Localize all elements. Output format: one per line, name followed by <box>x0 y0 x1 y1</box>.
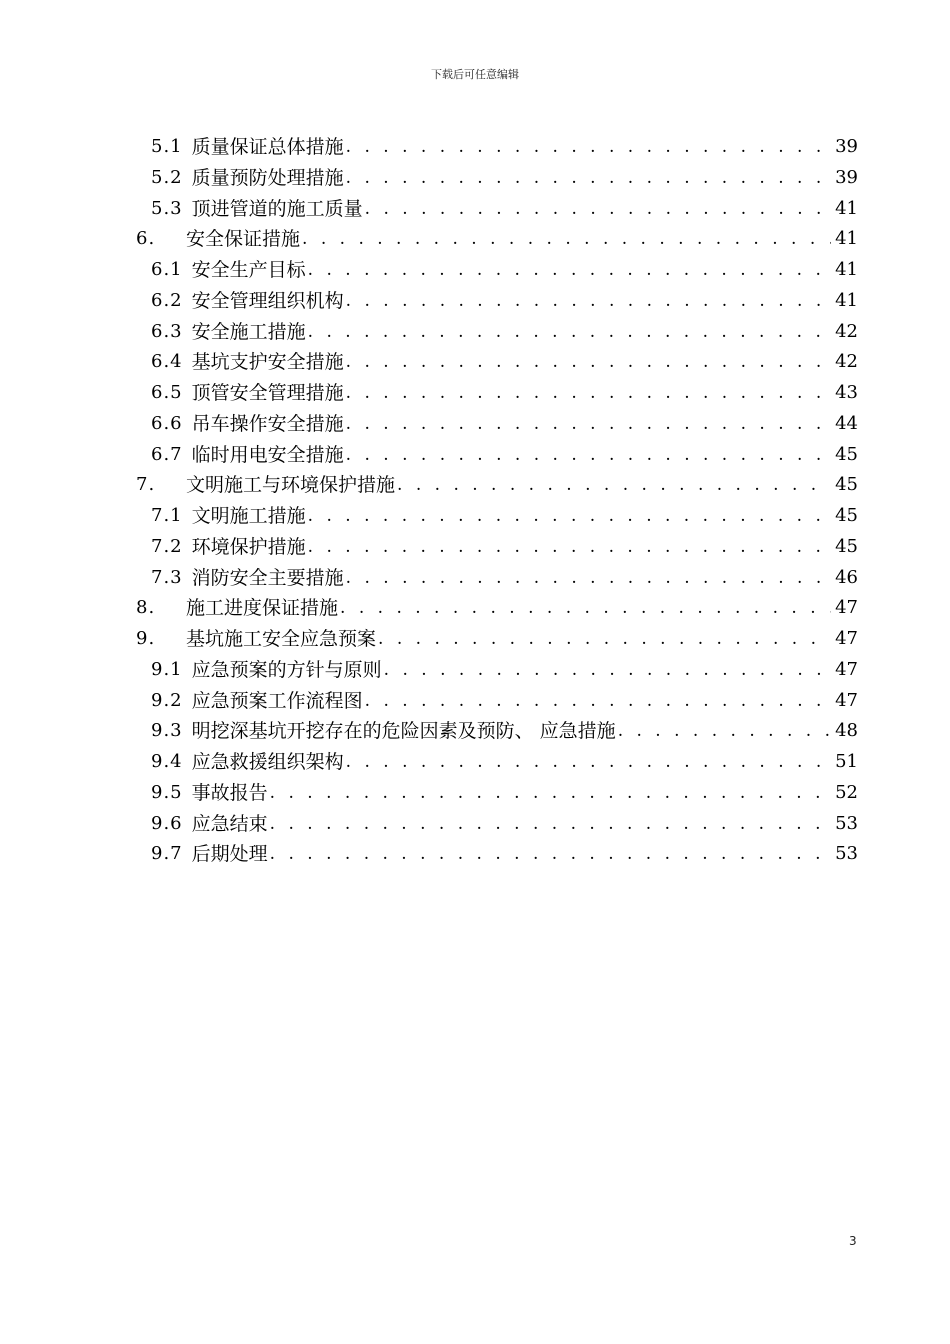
toc-entry-title: 后期处理 <box>191 843 268 866</box>
toc-entry-title: 吊车操作安全措施 <box>191 412 344 435</box>
toc-entry-page: 41 <box>835 197 858 219</box>
toc-entry-title: 应急预案工作流程图 <box>191 689 363 712</box>
toc-entry-page: 46 <box>835 566 858 588</box>
toc-entry-number: 9.7 <box>151 843 183 865</box>
toc-entry-page: 45 <box>835 535 858 557</box>
toc-entry[interactable] <box>151 132 858 162</box>
toc-entry-title: 基坑施工安全应急预案 <box>186 628 377 650</box>
toc-dot-leader <box>306 317 831 347</box>
toc-entry-number: 9.5 <box>151 781 183 803</box>
toc-dot-leader <box>395 470 831 500</box>
toc-entry[interactable] <box>151 194 858 224</box>
toc-dot-leader <box>268 839 831 869</box>
toc-entry-number: 7.2 <box>151 535 183 557</box>
toc-entry-number: 6.6 <box>151 412 183 434</box>
toc-dot-leader <box>382 655 831 685</box>
toc-entry[interactable] <box>151 655 858 685</box>
toc-entry-title: 文明施工措施 <box>191 505 306 527</box>
toc-entry-number: 6.1 <box>151 259 183 280</box>
toc-entry-page: 39 <box>835 166 858 188</box>
toc-entry-number: 5.1 <box>151 136 183 157</box>
toc-entry-page: 52 <box>835 781 858 803</box>
toc-entry-title: 消防安全主要措施 <box>191 566 344 589</box>
toc-entry-number: 7. <box>136 474 156 496</box>
toc-entry-number: 5.2 <box>151 166 183 188</box>
toc-entry-number: 7.1 <box>151 505 183 526</box>
toc-entry-title: 安全保证措施 <box>186 228 301 251</box>
toc-dot-leader <box>268 809 831 839</box>
toc-entry-title: 环境保护措施 <box>191 535 306 558</box>
toc-entry-page: 43 <box>835 382 858 403</box>
toc-entry-title: 基坑支护安全措施 <box>191 351 344 374</box>
toc-entry-number: 6. <box>136 228 156 250</box>
toc-entry-title: 文明施工与环境保护措施 <box>186 474 396 497</box>
toc-entry-title: 应急救援组织架构 <box>191 751 344 773</box>
toc-entry[interactable] <box>151 532 858 562</box>
toc-dot-leader <box>616 716 831 746</box>
toc-entry[interactable] <box>151 809 858 839</box>
toc-dot-leader <box>344 409 831 439</box>
toc-entry-page: 42 <box>835 320 858 342</box>
toc-entry-number: 5.3 <box>151 197 183 219</box>
toc-dot-leader <box>363 194 831 224</box>
toc-entry[interactable] <box>151 378 858 408</box>
toc-entry-number: 6.7 <box>151 443 183 465</box>
toc-entry-page: 48 <box>835 720 858 742</box>
toc-dot-leader <box>306 501 831 531</box>
toc-entry[interactable] <box>151 409 858 439</box>
toc-dot-leader <box>344 747 831 777</box>
toc-entry[interactable] <box>136 224 858 254</box>
toc-entry[interactable] <box>151 255 858 285</box>
toc-dot-leader <box>344 378 831 408</box>
toc-dot-leader <box>300 224 831 254</box>
toc-entry-number: 6.2 <box>151 289 183 311</box>
toc-dot-leader <box>344 563 831 593</box>
toc-entry-page: 44 <box>835 412 858 434</box>
toc-entry[interactable] <box>151 839 858 869</box>
toc-entry-title: 顶进管道的施工质量 <box>191 197 363 220</box>
page-header: 下载后可任意编辑 <box>431 68 519 81</box>
toc-entry[interactable] <box>151 747 858 777</box>
toc-entry[interactable] <box>151 778 858 808</box>
toc-dot-leader <box>344 347 831 377</box>
toc-entry-page: 47 <box>835 597 858 619</box>
toc-dot-leader <box>306 255 831 285</box>
toc-entry-page: 45 <box>835 505 858 526</box>
toc-entry[interactable] <box>151 501 858 531</box>
toc-entry[interactable] <box>151 317 858 347</box>
toc-entry[interactable] <box>136 593 858 623</box>
page-number: 3 <box>849 1234 857 1248</box>
toc-entry-title: 质量预防处理措施 <box>191 166 344 189</box>
toc-dot-leader <box>268 778 831 808</box>
toc-entry-number: 6.3 <box>151 320 183 342</box>
toc-entry-title: 安全生产目标 <box>191 259 306 281</box>
toc-dot-leader <box>344 163 831 193</box>
toc-entry-page: 45 <box>835 474 858 496</box>
toc-entry-page: 41 <box>835 259 858 280</box>
toc-entry[interactable] <box>151 686 858 716</box>
toc-dot-leader <box>344 440 831 470</box>
toc-entry[interactable] <box>151 716 858 746</box>
toc-entry-number: 9.6 <box>151 812 183 834</box>
toc-entry-page: 47 <box>835 628 858 649</box>
toc-dot-leader <box>376 624 831 654</box>
toc-entry-title: 应急结束 <box>191 812 268 835</box>
toc-dot-leader <box>363 686 831 716</box>
toc-entry-number: 8. <box>136 597 156 619</box>
toc-entry-title: 质量保证总体措施 <box>191 136 344 158</box>
toc-entry-number: 9.2 <box>151 689 183 711</box>
toc-entry[interactable] <box>151 286 858 316</box>
toc-entry-page: 53 <box>835 843 858 865</box>
toc-entry[interactable] <box>136 470 858 500</box>
toc-entry-number: 6.5 <box>151 382 183 403</box>
toc-entry-title: 明挖深基坑开挖存在的危险因素及预防、 应急措施 <box>191 720 616 743</box>
toc-entry-title: 安全施工措施 <box>191 320 306 343</box>
toc-entry-page: 45 <box>835 443 858 465</box>
toc-entry-page: 39 <box>835 136 858 157</box>
toc-entry-title: 安全管理组织机构 <box>191 289 344 312</box>
toc-entry-number: 9. <box>136 628 156 649</box>
toc-dot-leader <box>344 132 831 162</box>
toc-entry[interactable] <box>136 624 858 654</box>
toc-entry-page: 47 <box>835 689 858 711</box>
toc-entry-number: 6.4 <box>151 351 183 373</box>
toc-entry-title: 临时用电安全措施 <box>191 443 344 466</box>
toc-entry[interactable] <box>151 563 858 593</box>
toc-entry[interactable] <box>151 163 858 193</box>
toc-entry-number: 9.3 <box>151 720 183 742</box>
toc-dot-leader <box>338 593 831 623</box>
toc-entry-number: 9.4 <box>151 751 183 772</box>
toc-entry[interactable] <box>151 440 858 470</box>
toc-entry-title: 施工进度保证措施 <box>186 597 339 620</box>
toc-entry-page: 53 <box>835 812 858 834</box>
toc-entry-number: 7.3 <box>151 566 183 588</box>
toc-dot-leader <box>344 286 831 316</box>
toc-dot-leader <box>306 532 831 562</box>
toc-entry-title: 顶管安全管理措施 <box>191 382 344 404</box>
toc-entry[interactable] <box>151 347 858 377</box>
toc-entry-page: 41 <box>835 228 858 250</box>
toc-entry-title: 事故报告 <box>191 781 268 804</box>
toc-entry-title: 应急预案的方针与原则 <box>191 658 382 681</box>
toc-entry-page: 41 <box>835 289 858 311</box>
toc-entry-page: 47 <box>835 658 858 680</box>
toc-entry-page: 42 <box>835 351 858 373</box>
toc-entry-page: 51 <box>835 751 858 772</box>
toc-entry-number: 9.1 <box>151 658 183 680</box>
